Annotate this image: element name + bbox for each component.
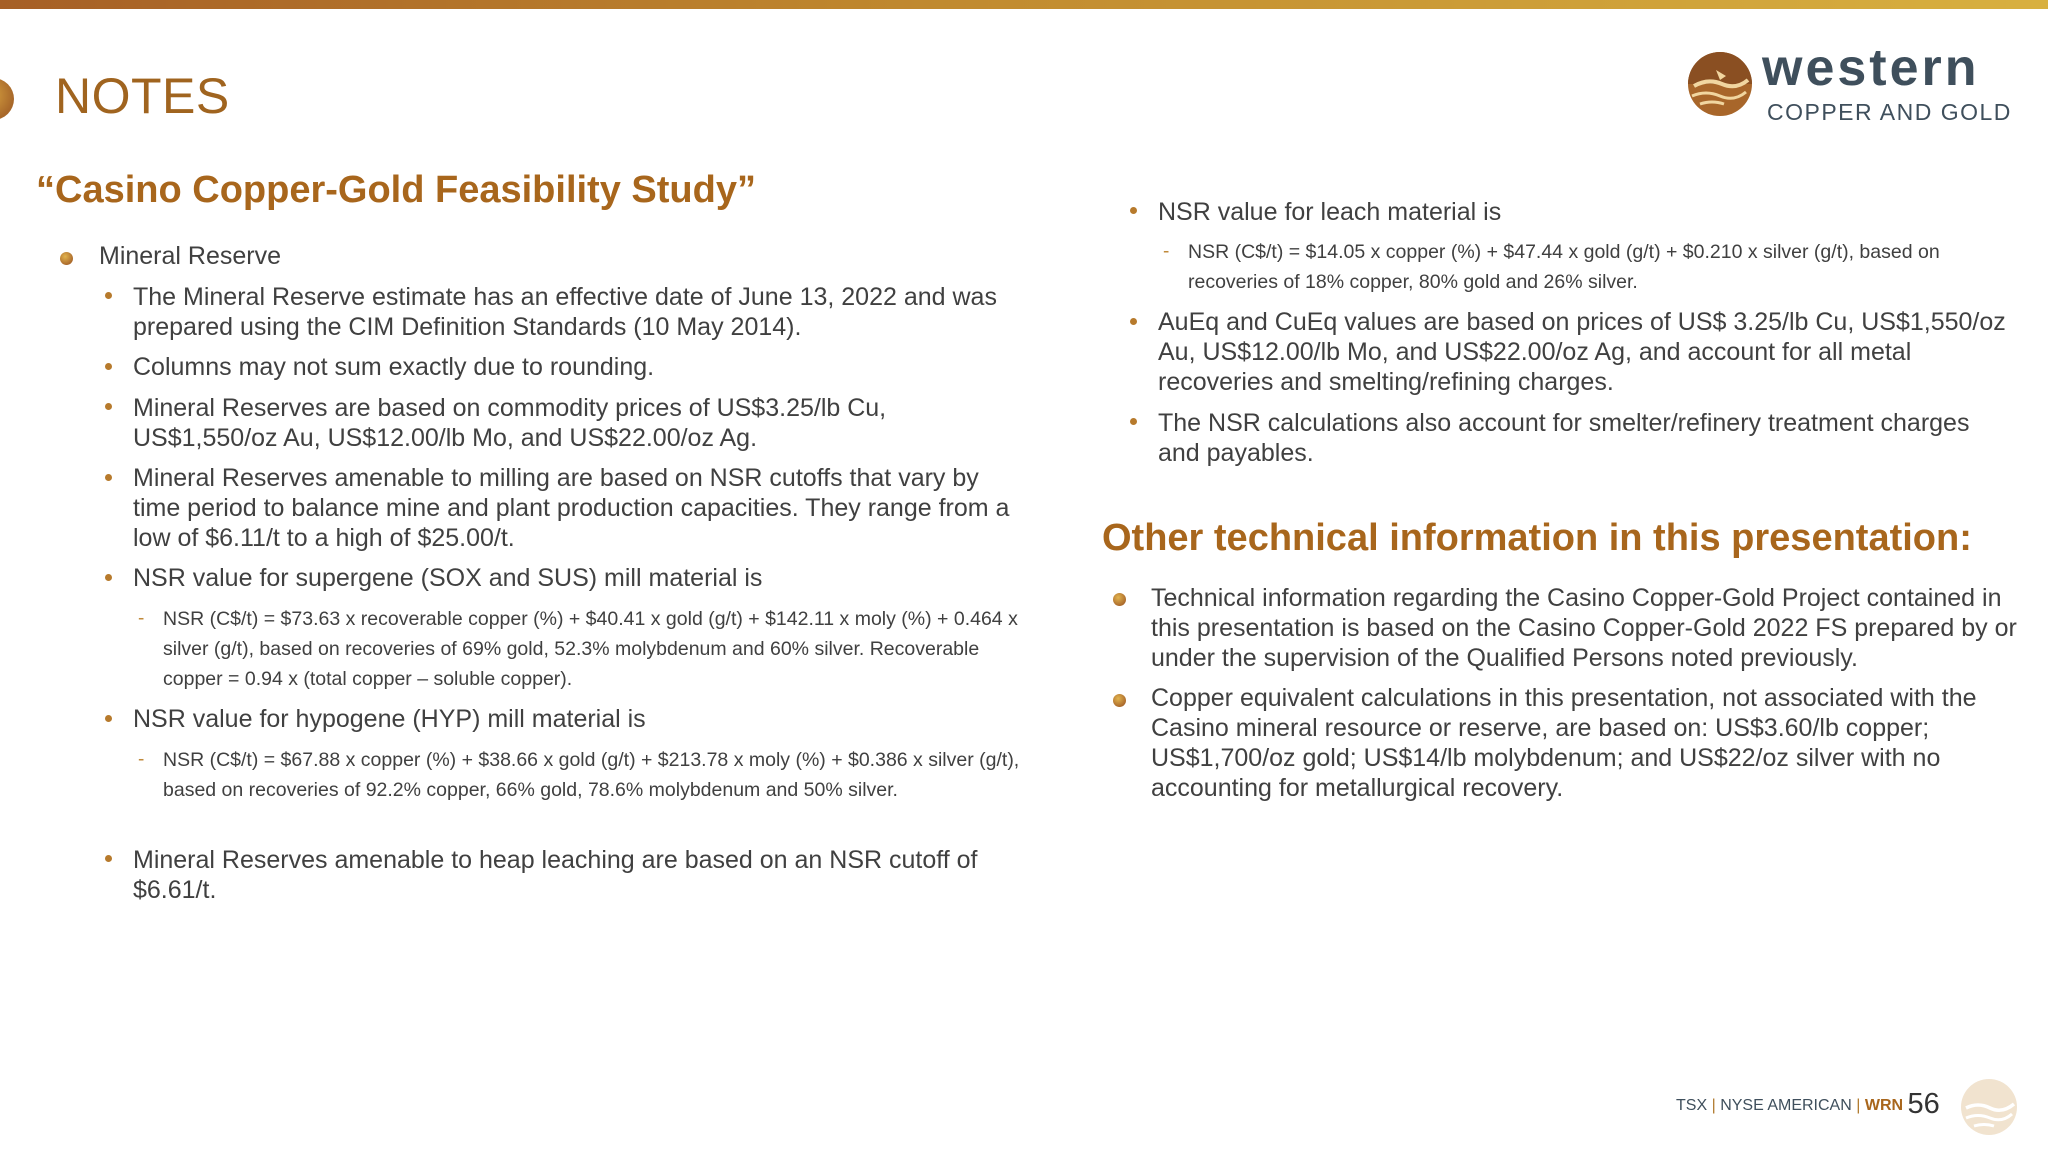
dash-bullet-icon: - — [138, 608, 145, 629]
bullet-icon — [105, 403, 112, 410]
top-accent-bar — [0, 0, 2048, 9]
list-item: Technical information regarding the Casino Copper-Gold Project contained in this presentation is based on the Casino Copper-Gold 2022 FS prepared by or under the supervision of the Qualified Persons noted previously. — [1151, 584, 2017, 672]
list-item: Copper equivalent calculations in this presentation, not associated with the Casino mineral resource or reserve, are based on: US$3.60/lb copper; US$1,700/oz gold; US$14/lb molybdenum; and US$22/oz silver with no accounting for metallurgical recovery. — [1151, 684, 1977, 802]
list-subitem: NSR (C$/t) = $14.05 x copper (%) + $47.44 x gold (g/t) + $0.210 x silver (g/t), based on recoveries of 18% copper, 80% gold and 26% silver. — [1188, 241, 1940, 293]
list-item: Mineral Reserves are based on commodity prices of US$3.25/lb Cu, US$1,550/oz Au, US$12.00/lb Mo, and US$22.00/oz Ag. — [133, 394, 887, 452]
page-title: NOTES — [55, 68, 230, 124]
bullet-icon — [105, 363, 112, 370]
bullet-icon — [1113, 694, 1126, 707]
decorative-disc — [0, 78, 14, 120]
list-heading-mineral-reserve: Mineral Reserve — [99, 242, 282, 270]
list-item: NSR value for supergene (SOX and SUS) mill material is — [133, 564, 763, 592]
bullet-icon — [1130, 207, 1137, 214]
list-item: The NSR calculations also account for smelter/refinery treatment charges and payables. — [1158, 409, 1970, 467]
bullet-icon — [105, 292, 112, 299]
bullet-icon — [1130, 418, 1137, 425]
bullet-icon — [105, 574, 112, 581]
separator: | — [1711, 1097, 1716, 1114]
list-item: NSR value for leach material is — [1158, 198, 1502, 226]
list-item: NSR value for hypogene (HYP) mill material is — [133, 705, 646, 733]
list-item: AuEq and CuEq values are based on prices of US$ 3.25/lb Cu, US$1,550/oz Au, US$12.00/lb Mo, and US$22.00/oz Ag, and account for all metal recoveries and smelting/refining charges. — [1158, 308, 2006, 396]
section-heading-feasibility: “Casino Copper-Gold Feasibility Study” — [36, 169, 756, 211]
list-item: The Mineral Reserve estimate has an effective date of June 13, 2022 and was prepared using the CIM Definition Standards (10 May 2014). — [133, 283, 997, 341]
footer-ticker — [1676, 1086, 1940, 1124]
bullet-icon — [60, 252, 73, 265]
exchange-tsx: TSX — [1676, 1097, 1708, 1114]
section-heading-other-info: Other technical information in this presentation: — [1102, 517, 1972, 559]
list-item: Mineral Reserves amenable to milling are based on NSR cutoffs that vary by time period to balance mine and plant production capacities. They range from a low of $6.11/t to a high of $25.00/t. — [133, 464, 1010, 552]
logo-mark-icon — [1686, 50, 1754, 118]
bullet-icon — [1113, 593, 1126, 606]
list-item: Mineral Reserves amenable to heap leaching are based on an NSR cutoff of $6.61/t. — [133, 846, 978, 904]
ticker-symbol: WRN — [1864, 1097, 1904, 1114]
page-number: 56 — [1907, 1088, 1940, 1120]
separator: | — [1856, 1097, 1861, 1114]
bullet-icon — [105, 855, 112, 862]
logo-wordmark: western — [1762, 39, 1980, 97]
exchange-nyse: NYSE AMERICAN — [1720, 1097, 1852, 1114]
bullet-icon — [105, 474, 112, 481]
list-subitem: NSR (C$/t) = $67.88 x copper (%) + $38.66 x gold (g/t) + $213.78 x moly (%) + $0.386 x silver (g/t), based on recoveries of 92.2% copper, 66% gold, 78.6% molybdenum and 50% silver. — [163, 749, 1020, 801]
dash-bullet-icon: - — [1163, 241, 1170, 262]
logo-subtitle: COPPER AND GOLD — [1767, 99, 2012, 125]
bullet-icon — [105, 715, 112, 722]
bullet-icon — [1130, 318, 1137, 325]
list-subitem: NSR (C$/t) = $73.63 x recoverable copper (%) + $40.41 x gold (g/t) + $142.11 x moly (%) + 0.464 x silver (g/t), based on recoveries of 69% gold, 52.3% molybdenum and 60% silver. Recoverable copper = 0.94 x (total copper – soluble copper). — [163, 608, 1018, 690]
dash-bullet-icon: - — [138, 749, 145, 770]
company-logo — [1680, 39, 2020, 126]
watermark-logo-icon — [1960, 1078, 2018, 1136]
list-item: Columns may not sum exactly due to rounding. — [133, 353, 655, 381]
